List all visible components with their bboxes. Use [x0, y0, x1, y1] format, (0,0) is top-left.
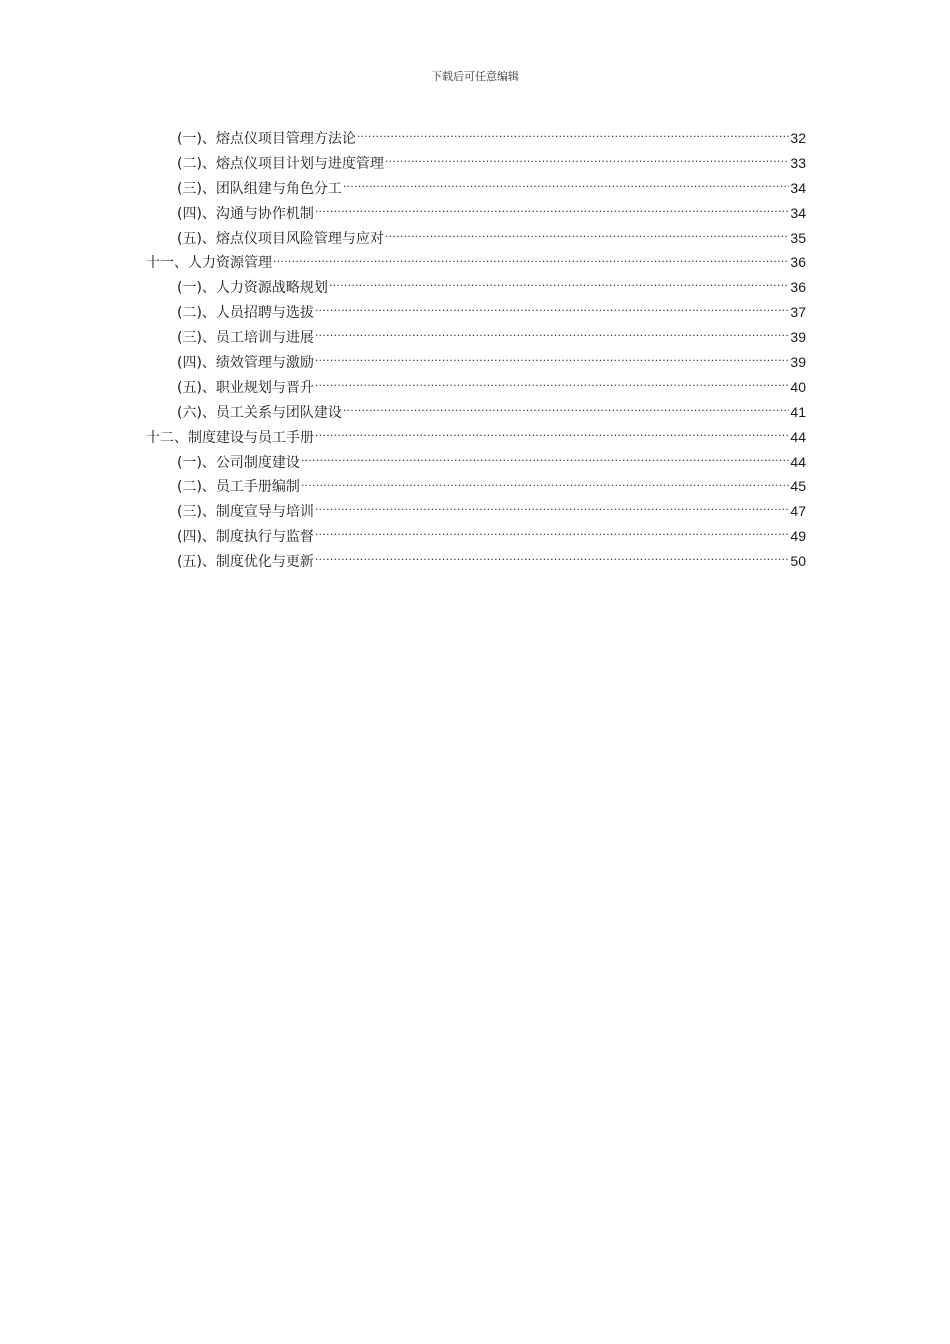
toc-leader-dots [385, 154, 789, 168]
toc-entry-title: (四)、沟通与协作机制 [177, 205, 314, 222]
table-of-contents [146, 126, 806, 574]
toc-entry[interactable] [146, 549, 806, 574]
toc-entry[interactable] [146, 450, 806, 475]
toc-leader-dots [315, 552, 789, 566]
toc-entry[interactable] [146, 226, 806, 251]
toc-leader-dots [315, 353, 789, 367]
toc-leader-dots [343, 179, 789, 193]
toc-leader-dots [315, 328, 789, 342]
toc-entry[interactable] [146, 201, 806, 226]
toc-entry[interactable] [146, 474, 806, 499]
toc-entry-page: 44 [790, 453, 806, 470]
toc-entry-page: 49 [790, 528, 806, 545]
toc-entry-page: 34 [790, 204, 806, 221]
toc-entry-title: (四)、制度执行与监督 [177, 529, 314, 546]
toc-entry[interactable] [146, 350, 806, 375]
toc-leader-dots [301, 477, 789, 491]
toc-entry-title: (五)、制度优化与更新 [177, 554, 314, 571]
toc-leader-dots [315, 303, 789, 317]
toc-leader-dots [315, 204, 789, 218]
toc-entry[interactable] [146, 275, 806, 300]
toc-entry-page: 36 [790, 254, 806, 271]
toc-entry-page: 34 [790, 179, 806, 196]
toc-entry-title: (二)、熔点仪项目计划与进度管理 [177, 155, 384, 172]
toc-entry-title: (一)、公司制度建设 [177, 454, 300, 471]
toc-entry-page: 33 [790, 154, 806, 171]
toc-leader-dots [273, 253, 789, 267]
toc-entry-page: 44 [790, 428, 806, 445]
toc-leader-dots [385, 229, 789, 243]
toc-entry-title: (三)、员工培训与进展 [177, 330, 314, 347]
toc-leader-dots [315, 527, 789, 541]
toc-entry-title: (六)、员工关系与团队建设 [177, 404, 342, 421]
toc-entry-page: 41 [790, 403, 806, 420]
toc-entry-title: (二)、员工手册编制 [177, 479, 300, 496]
toc-leader-dots [315, 378, 789, 392]
toc-entry[interactable] [146, 151, 806, 176]
toc-leader-dots [357, 129, 789, 143]
toc-entry-page: 47 [790, 503, 806, 520]
toc-entry[interactable] [146, 300, 806, 325]
toc-entry-page: 37 [790, 304, 806, 321]
toc-entry-title: (三)、制度宣导与培训 [177, 504, 314, 521]
toc-entry[interactable] [146, 325, 806, 350]
toc-leader-dots [301, 453, 789, 467]
toc-entry[interactable] [146, 400, 806, 425]
toc-leader-dots [315, 502, 789, 516]
toc-entry-page: 45 [790, 478, 806, 495]
toc-entry-page: 50 [790, 553, 806, 570]
toc-entry-page: 35 [790, 229, 806, 246]
toc-entry-title: 十二、制度建设与员工手册 [146, 429, 314, 446]
toc-entry-title: (一)、熔点仪项目管理方法论 [177, 131, 356, 147]
toc-entry-title: (二)、人员招聘与选拔 [177, 305, 314, 322]
toc-entry-title: 十一、人力资源管理 [146, 255, 272, 272]
toc-entry-page: 39 [790, 354, 806, 371]
toc-chapter-entry[interactable] [146, 250, 806, 275]
toc-leader-dots [315, 428, 789, 442]
toc-entry-page: 32 [790, 130, 806, 146]
toc-entry-title: (四)、绩效管理与激励 [177, 355, 314, 372]
toc-entry[interactable] [146, 375, 806, 400]
toc-entry[interactable] [146, 524, 806, 549]
toc-entry-title: (三)、团队组建与角色分工 [177, 180, 342, 197]
toc-entry-title: (五)、熔点仪项目风险管理与应对 [177, 230, 384, 247]
toc-entry-title: (五)、职业规划与晋升 [177, 379, 314, 396]
toc-chapter-entry[interactable] [146, 425, 806, 450]
toc-leader-dots [329, 278, 789, 292]
toc-entry[interactable] [146, 499, 806, 524]
toc-entry[interactable] [146, 176, 806, 201]
toc-entry-title: (一)、人力资源战略规划 [177, 280, 328, 297]
page-header: 下载后可任意编辑 [431, 70, 519, 83]
toc-leader-dots [343, 403, 789, 417]
toc-entry-page: 36 [790, 279, 806, 296]
toc-entry-page: 40 [790, 378, 806, 395]
toc-entry[interactable] [146, 126, 806, 151]
toc-entry-page: 39 [790, 329, 806, 346]
